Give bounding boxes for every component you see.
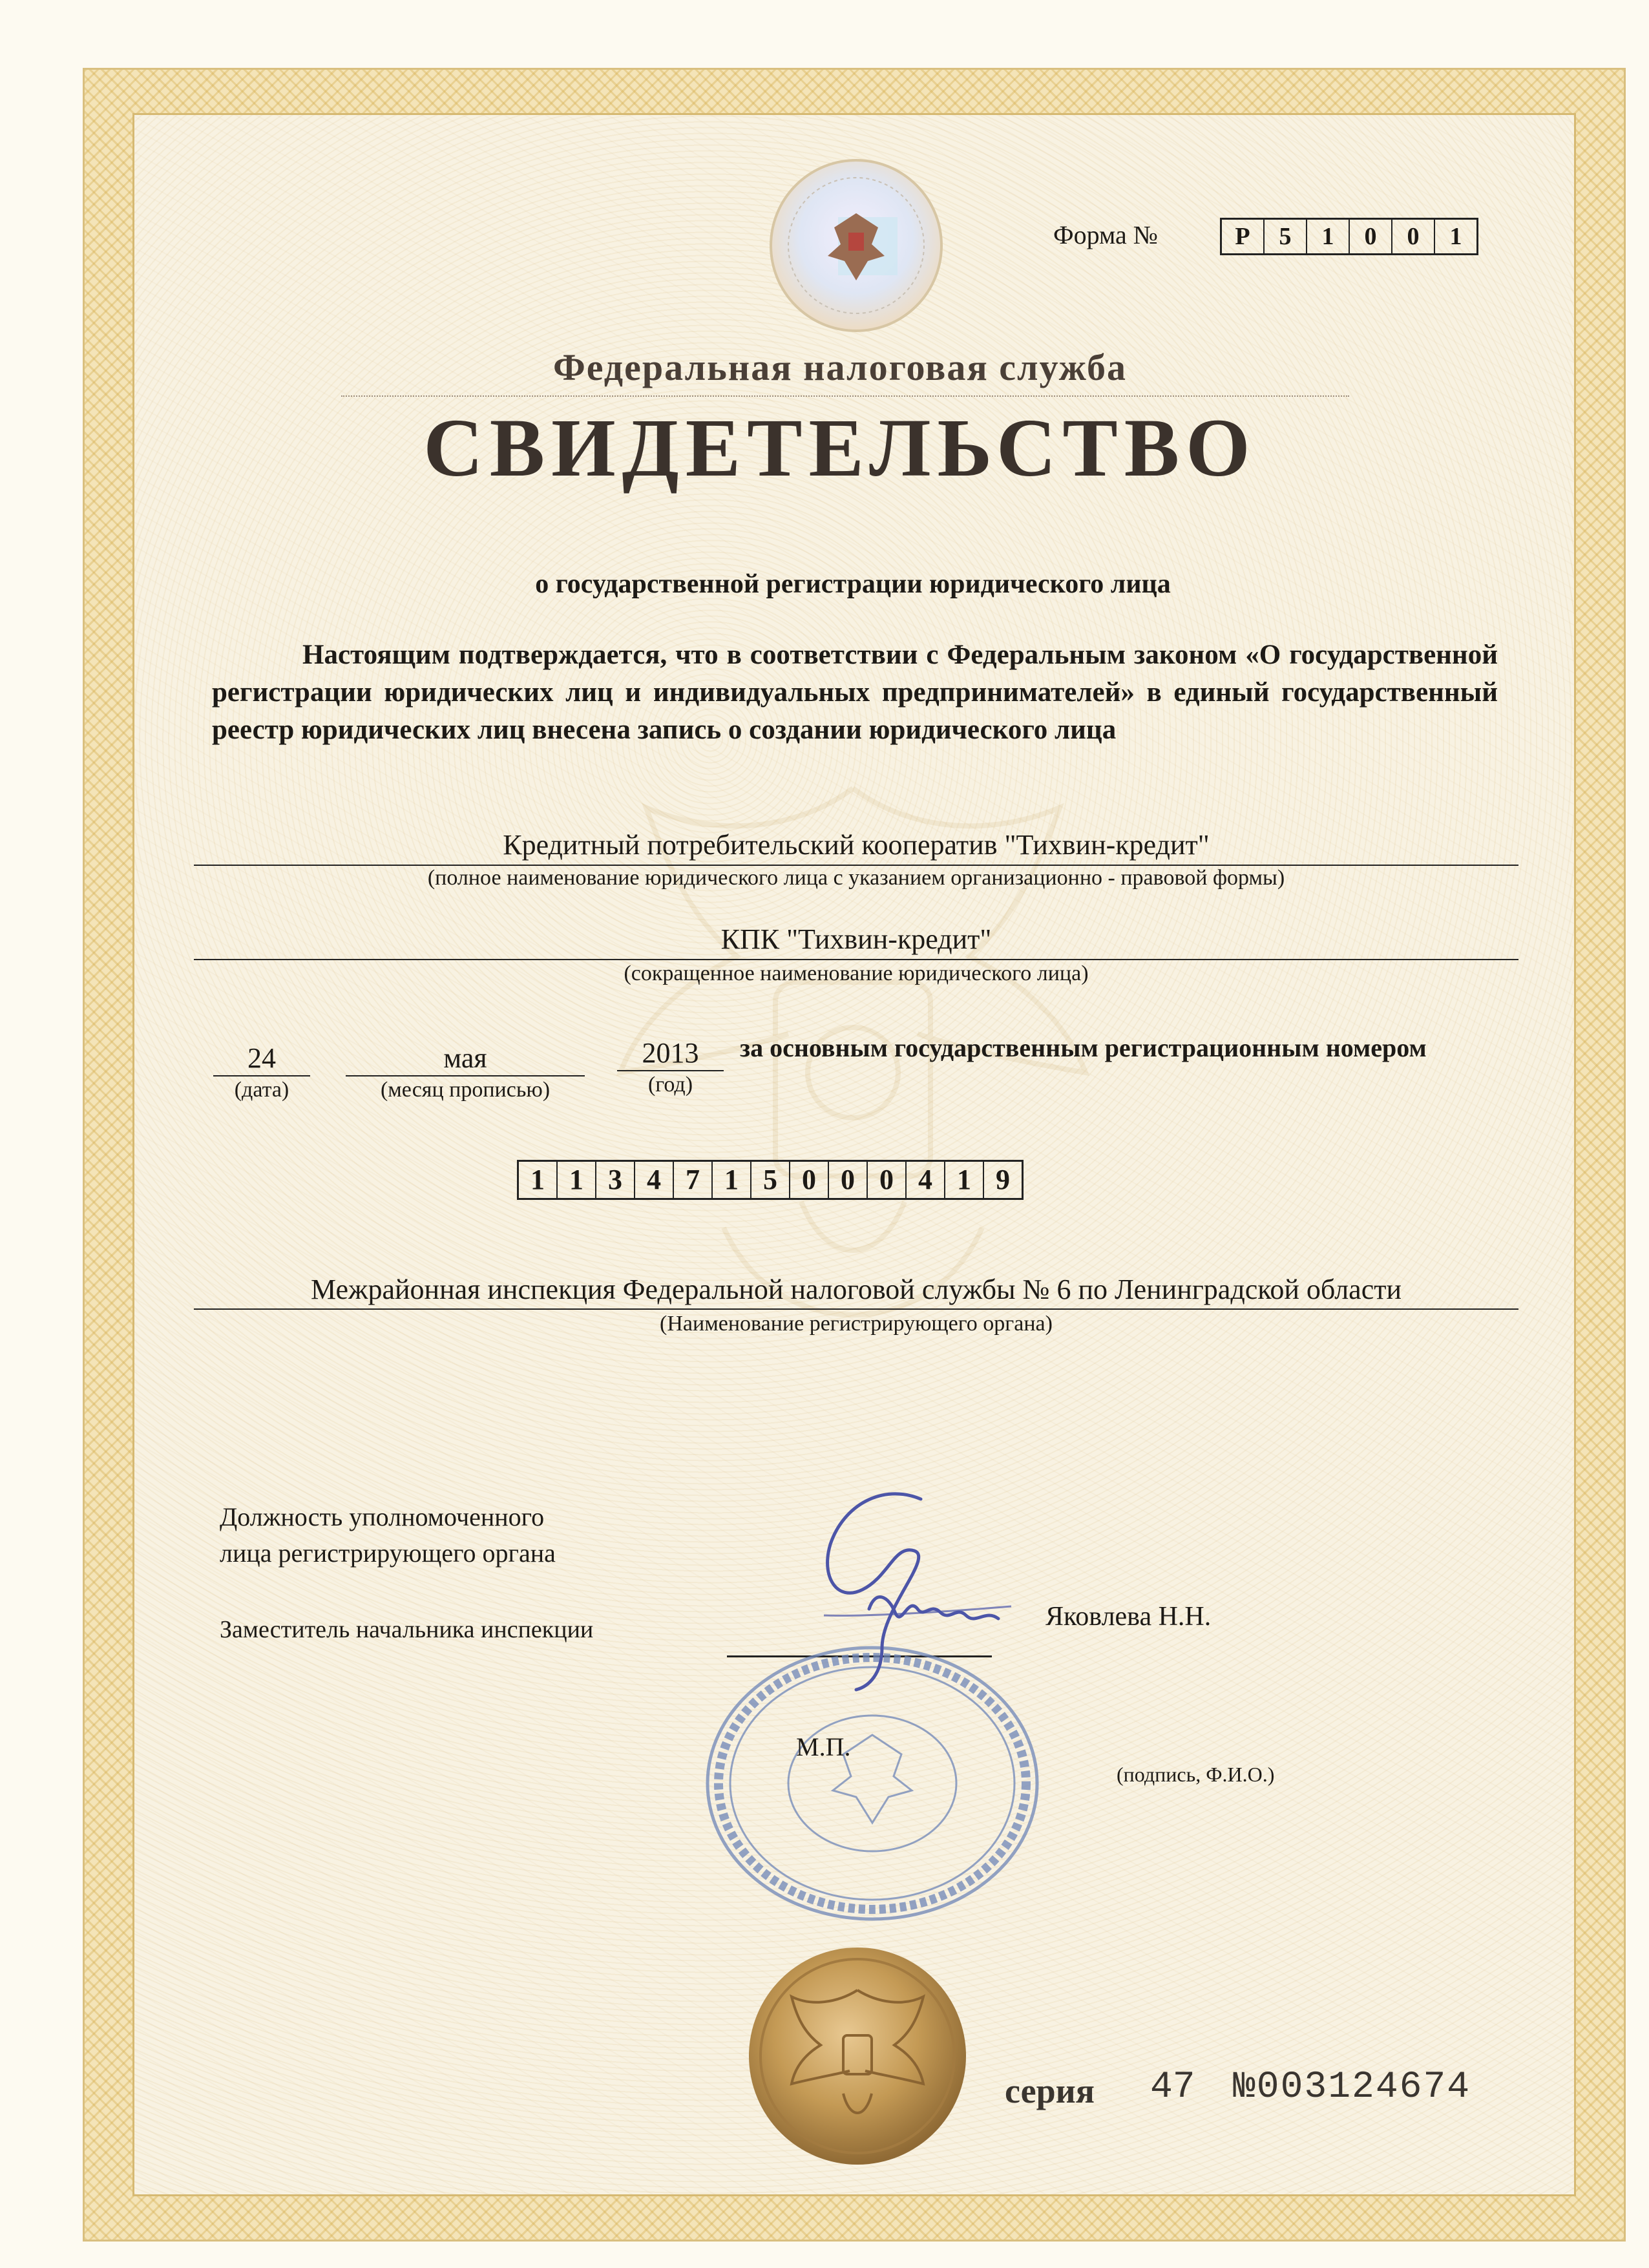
registration-year: 2013 xyxy=(642,1037,699,1069)
month-caption: (месяц прописью) xyxy=(380,1078,551,1102)
form-code-cell: Р xyxy=(1235,223,1250,250)
form-code-cell: 0 xyxy=(1391,220,1434,253)
ogrn-digit: 1 xyxy=(711,1162,750,1198)
ogrn-digit: 4 xyxy=(634,1162,673,1198)
ogrn-digit: 1 xyxy=(944,1162,983,1198)
full-name-caption: (полное наименование юридического лица с указанием организационно - правовой формы) xyxy=(427,866,1285,890)
ogrn-digit: 1 xyxy=(530,1164,545,1195)
agency-divider xyxy=(341,395,1349,397)
position-heading-line1: Должность уполномоченного xyxy=(220,1502,545,1531)
document-subtitle: о государственной регистрации юридического лица xyxy=(535,569,1171,599)
form-code-cell: 1 xyxy=(1306,220,1349,253)
form-code-cell: 1 xyxy=(1434,220,1476,253)
ogrn-boxes xyxy=(517,1160,1024,1200)
registration-day: 24 xyxy=(247,1042,276,1074)
ogrn-digit: 3 xyxy=(595,1162,634,1198)
ogrn-digit: 0 xyxy=(828,1162,867,1198)
signature-caption: (подпись, Ф.И.О.) xyxy=(1117,1763,1275,1786)
ogrn-digit: 9 xyxy=(983,1162,1022,1198)
signatory-name: Яковлева Н.Н. xyxy=(1045,1602,1212,1632)
ogrn-digit: 5 xyxy=(750,1162,789,1198)
handwritten-signature xyxy=(785,1480,1018,1693)
short-name-underline xyxy=(194,959,1518,960)
year-caption: (год) xyxy=(647,1073,693,1097)
day-underline xyxy=(213,1075,310,1076)
hologram-emblem xyxy=(766,155,947,336)
document-number: №003124674 xyxy=(1233,2066,1471,2108)
form-code-boxes xyxy=(1220,218,1478,255)
series-number: 47 xyxy=(1150,2066,1195,2108)
entity-full-name: Кредитный потребительский кооператив "Тихвин-кредит" xyxy=(503,829,1210,861)
ogrn-digit: 7 xyxy=(673,1162,711,1198)
year-underline xyxy=(617,1070,724,1071)
registering-authority: Межрайонная инспекция Федеральной налоговой службы № 6 по Ленинградской области xyxy=(310,1274,1402,1305)
ogrn-label: за основным государственным регистрационным номером xyxy=(740,1033,1427,1062)
entity-short-name: КПК "Тихвин-кредит" xyxy=(720,923,992,955)
ogrn-digit: 0 xyxy=(789,1162,828,1198)
authority-caption: (Наименование регистрирующего органа) xyxy=(660,1312,1053,1336)
form-code-cell: 5 xyxy=(1263,220,1306,253)
short-name-caption: (сокращенное наименование юридического лица) xyxy=(624,961,1089,985)
day-caption: (дата) xyxy=(234,1078,289,1102)
ogrn-digit: 0 xyxy=(867,1162,905,1198)
confirmation-paragraph: Настоящим подтверждается, что в соответствии с Федеральным законом «О государственной регистрации юридических лиц и индивидуальных предпринимателей» в единый государственный реестр юридических лиц внесена запись о создании юридического лица xyxy=(212,640,1498,745)
signatory-position: Заместитель начальника инспекции xyxy=(220,1616,594,1643)
form-code-cell: 0 xyxy=(1349,220,1391,253)
position-heading-line2: лица регистрирующего органа xyxy=(220,1538,556,1568)
series-label: серия xyxy=(1005,2072,1095,2110)
background-eagle-emblem xyxy=(530,711,1176,1486)
ogrn-digit: 1 xyxy=(556,1162,595,1198)
ogrn-digit: 4 xyxy=(905,1162,944,1198)
form-number-label: Форма № xyxy=(1053,220,1158,249)
stamp-place-label: М.П. xyxy=(796,1732,851,1761)
document-title: СВИДЕТЕЛЬСТВО xyxy=(423,402,1257,494)
gold-embossed-seal xyxy=(746,1945,969,2168)
registration-month: мая xyxy=(443,1042,487,1074)
authority-underline xyxy=(194,1308,1518,1310)
agency-name: Федеральная налоговая служба xyxy=(552,346,1128,388)
month-underline xyxy=(346,1075,585,1076)
